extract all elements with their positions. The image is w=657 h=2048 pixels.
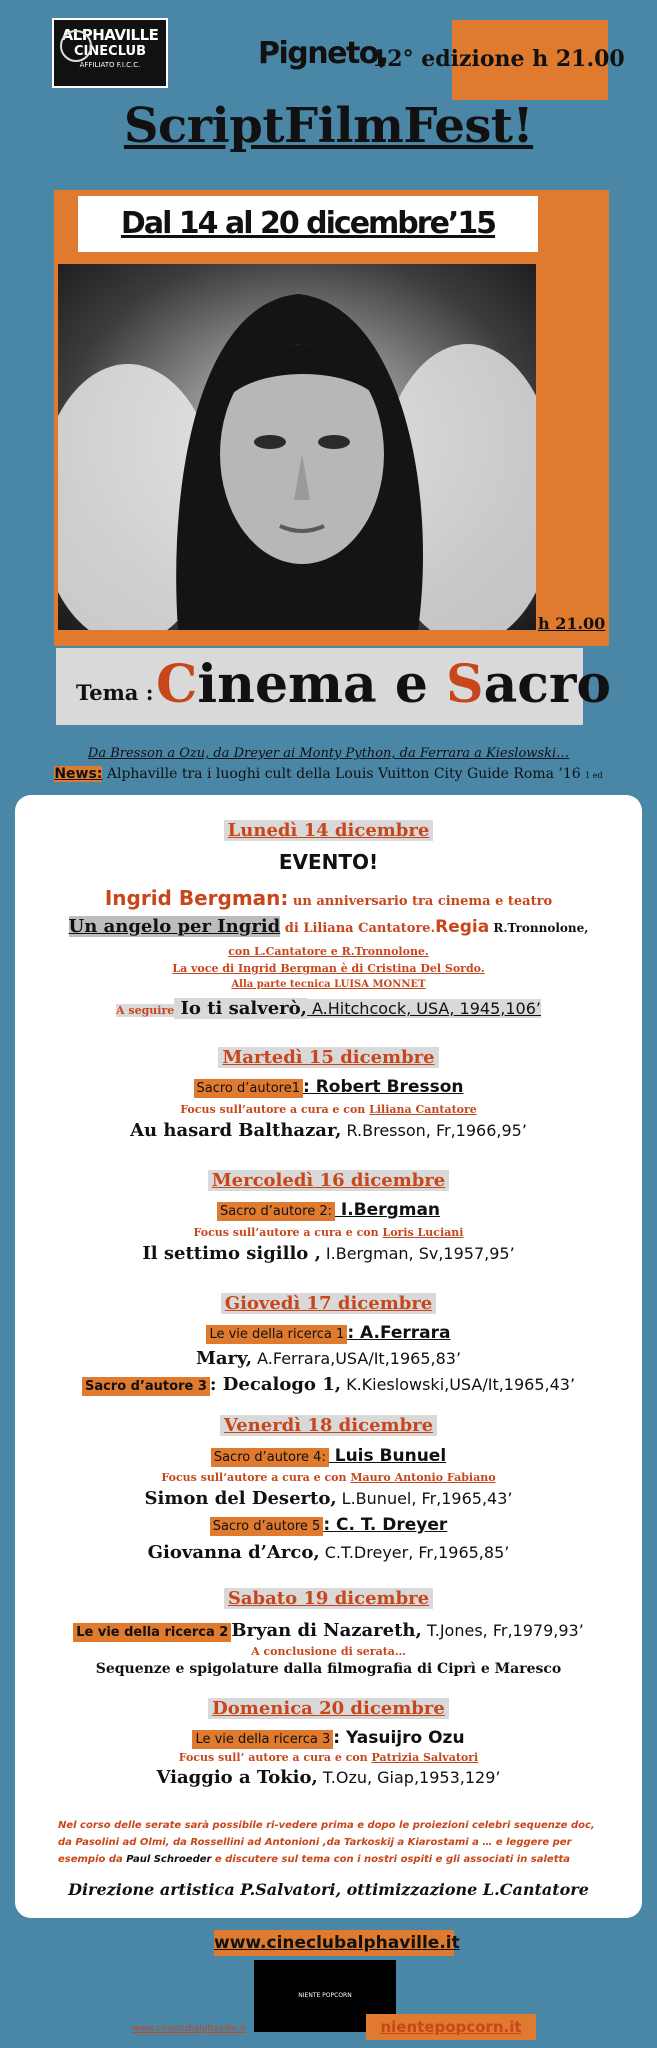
nientepopcorn-link[interactable]: nientepopcorn.it — [366, 2014, 536, 2040]
website-link-small[interactable]: www.cineclubalphaville.it — [132, 2024, 246, 2034]
tue-author: Sacro d’autore1 : Robert Bresson — [15, 1077, 642, 1097]
tue-film: Au hasard Balthazar, R.Bresson, Fr,1966,95’ — [130, 1120, 527, 1141]
niente-popcorn-logo: NIENTE POPCORN — [254, 1960, 396, 2032]
event-label: EVENTO! — [278, 850, 379, 874]
fri-author2: Sacro d’autore 5 : C. T. Dreyer — [15, 1515, 642, 1535]
angelo-line: Un angelo per Ingrid di Liliana Cantatore.Regia R.Tronnolone, — [68, 916, 589, 937]
fri-focus: Focus sull’autore a cura e con Mauro Antonio Fabiano — [161, 1471, 496, 1484]
sat-film: Le vie della ricerca 2 Bryan di Nazareth, T.Jones, Fr,1979,93’ — [15, 1620, 642, 1641]
day-tuesday: Martedì 15 dicembre — [15, 1047, 642, 1068]
tema-title: Cinema e Sacro — [156, 654, 612, 715]
wed-focus: Focus sull’autore a cura e con Loris Luciani — [193, 1226, 464, 1239]
hitchcock-line: A seguire Io ti salverò, A.Hitchcock, USA, 1945,106’ — [116, 998, 541, 1019]
tech-line: Alla parte tecnica LUISA MONNET — [231, 979, 426, 990]
sun-film: Viaggio a Tokio, T.Ozu, Giap,1953,129’ — [156, 1767, 501, 1788]
website-link[interactable]: www.cineclubalphaville.it — [214, 1930, 454, 1956]
wed-film: Il settimo sigillo , I.Bergman, Sv,1957,95’ — [142, 1243, 515, 1264]
fri-author: Sacro d’autore 4: Luis Bunuel — [15, 1446, 642, 1466]
place-label: Pigneto, — [258, 36, 388, 71]
tue-focus: Focus sull’autore a cura e con Liliana Cantatore — [180, 1103, 477, 1116]
sat-extra: Sequenze e spigolature dalla filmografia di Ciprì e Maresco — [95, 1661, 562, 1677]
sun-author: Le vie della ricerca 3 : Yasuijro Ozu — [15, 1728, 642, 1748]
voice-line: La voce di Ingrid Bergman è di Cristina Del Sordo. — [172, 962, 485, 975]
sun-focus: Focus sull’ autore a cura e con Patrizia Salvatori — [178, 1751, 479, 1764]
subtitle: Da Bresson a Ozu, da Dreyer ai Monty Python, da Ferrara a Kieslowski… — [87, 746, 570, 761]
fri-film1: Simon del Deserto, L.Bunuel, Fr,1965,43’ — [144, 1488, 513, 1509]
tema-label: Tema : — [76, 680, 154, 705]
alphaville-logo: ALPHAVILLE CINECLUB AFFILIATO F.I.C.C. — [52, 18, 168, 88]
day-monday: Lunedì 14 dicembre — [15, 820, 642, 841]
wed-author: Sacro d’autore 2: I.Bergman — [15, 1200, 642, 1220]
credits-line: Direzione artistica P.Salvatori, ottimizzazione L.Cantatore — [68, 1880, 589, 1899]
day-wednesday: Mercoledì 16 dicembre — [15, 1170, 642, 1191]
day-friday: Venerdì 18 dicembre — [15, 1415, 642, 1436]
sat-note: A conclusione di serata… — [251, 1645, 406, 1658]
day-sunday: Domenica 20 dicembre — [15, 1698, 642, 1719]
thu-author: Le vie della ricerca 1 : A.Ferrara — [15, 1323, 642, 1343]
bergman-line: Ingrid Bergman: un anniversario tra cinema e teatro — [104, 886, 553, 910]
closing-note: Nel corso delle serate sarà possibile ri-vedere prima e dopo le proiezioni celebri sequenze doc, da Pasolini ad Olmi, da Rossellini ad Antonioni ,da Tarkoskij a Kiarostami a … e leggere per esempio da Paul Schroeder e discutere sul tema con i nostri ospiti e gli associati in saletta — [58, 1820, 595, 1865]
day-thursday: Giovedì 17 dicembre — [15, 1293, 642, 1314]
poster-time: h 21.00 — [538, 614, 606, 633]
dates-text: Dal 14 al 20 dicembre’15 — [120, 206, 496, 241]
cast-line: con L.Cantatore e R.Tronnolone. — [228, 945, 429, 958]
fri-film2: Giovanna d’Arco, C.T.Dreyer, Fr,1965,85’ — [147, 1542, 510, 1563]
day-saturday: Sabato 19 dicembre — [15, 1588, 642, 1609]
news-line: News: Alphaville tra i luoghi cult della Louis Vuitton City Guide Roma ’16 1 ed — [54, 766, 603, 782]
thu-film1: Mary, A.Ferrara,USA/It,1965,83’ — [195, 1348, 462, 1369]
angel-photo — [58, 264, 536, 630]
edition-label: 12° edizione h 21.00 — [372, 46, 625, 72]
festival-title: ScriptFilmFest! — [123, 98, 534, 154]
thu-film2: Sacro d’autore 3 : Decalogo 1, K.Kieslowski,USA/It,1965,43’ — [15, 1374, 642, 1395]
